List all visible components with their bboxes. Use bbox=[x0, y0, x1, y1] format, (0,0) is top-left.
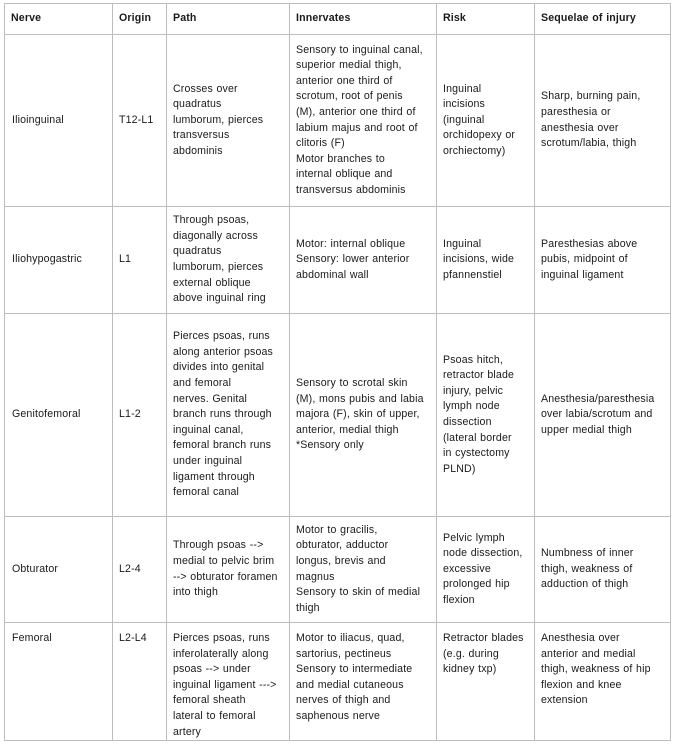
cell-origin: L2-L4 bbox=[113, 623, 167, 741]
cell-path: Pierces psoas, runs inferolaterally along psoas --> under inguinal ligament ---> femoral sheath lateral to femoral artery bbox=[167, 623, 290, 741]
header-risk: Risk bbox=[437, 4, 535, 35]
cell-risk: Inguinal incisions, wide pfannenstiel bbox=[437, 207, 535, 314]
cell-sequelae: Anesthesia/paresthesia over labia/scrotum and upper medial thigh bbox=[535, 314, 671, 517]
cell-innervates: Sensory to inguinal canal, superior medial thigh, anterior one third of scrotum, root of penis (M), anterior one third of labium majus and root of clitoris (F) Motor branches to internal oblique and transversus abdominis bbox=[290, 35, 437, 207]
cell-sequelae: Numbness of inner thigh, weakness of adduction of thigh bbox=[535, 517, 671, 623]
cell-origin: L1 bbox=[113, 207, 167, 314]
cell-path: Crosses over quadratus lumborum, pierces transversus abdominis bbox=[167, 35, 290, 207]
cell-sequelae: Sharp, burning pain, paresthesia or anesthesia over scrotum/labia, thigh bbox=[535, 35, 671, 207]
cell-risk: Pelvic lymph node dissection, excessive prolonged hip flexion bbox=[437, 517, 535, 623]
table-row bbox=[5, 314, 671, 517]
cell-path: Through psoas, diagonally across quadratus lumborum, pierces external oblique above inguinal ring bbox=[167, 207, 290, 314]
cell-path: Pierces psoas, runs along anterior psoas divides into genital and femoral nerves. Genital branch runs through inguinal canal, femoral branch runs under inguinal ligament through femoral canal bbox=[167, 314, 290, 517]
cell-origin: T12-L1 bbox=[113, 35, 167, 207]
cell-innervates: Sensory to scrotal skin (M), mons pubis and labia majora (F), skin of upper, anterior, medial thigh *Sensory only bbox=[290, 314, 437, 517]
table-row bbox=[5, 517, 671, 623]
header-nerve: Nerve bbox=[5, 4, 113, 35]
cell-risk: Inguinal incisions (inguinal orchidopexy or orchiectomy) bbox=[437, 35, 535, 207]
table-row bbox=[5, 207, 671, 314]
table-body bbox=[5, 35, 671, 741]
cell-risk: Psoas hitch, retractor blade injury, pelvic lymph node dissection (lateral border in cystectomy PLND) bbox=[437, 314, 535, 517]
cell-innervates: Motor to iliacus, quad, sartorius, pectineus Sensory to intermediate and medial cutaneous nerves of thigh and saphenous nerve bbox=[290, 623, 437, 741]
cell-path: Through psoas --> medial to pelvic brim --> obturator foramen into thigh bbox=[167, 517, 290, 623]
table-row bbox=[5, 35, 671, 207]
cell-nerve: Genitofemoral bbox=[5, 314, 113, 517]
cell-origin: L1-2 bbox=[113, 314, 167, 517]
header-sequelae: Sequelae of injury bbox=[535, 4, 671, 35]
header-path: Path bbox=[167, 4, 290, 35]
header-row bbox=[5, 4, 671, 35]
cell-sequelae: Paresthesias above pubis, midpoint of inguinal ligament bbox=[535, 207, 671, 314]
cell-nerve: Femoral bbox=[5, 623, 113, 741]
cell-nerve: Ilioinguinal bbox=[5, 35, 113, 207]
cell-origin: L2-4 bbox=[113, 517, 167, 623]
nerve-injury-table bbox=[4, 3, 671, 741]
table-row bbox=[5, 623, 671, 741]
cell-nerve: Iliohypogastric bbox=[5, 207, 113, 314]
cell-nerve: Obturator bbox=[5, 517, 113, 623]
cell-innervates: Motor to gracilis, obturator, adductor longus, brevis and magnus Sensory to skin of medial thigh bbox=[290, 517, 437, 623]
header-innervates: Innervates bbox=[290, 4, 437, 35]
header-origin: Origin bbox=[113, 4, 167, 35]
table-header bbox=[5, 4, 671, 35]
cell-sequelae: Anesthesia over anterior and medial thigh, weakness of hip flexion and knee extension bbox=[535, 623, 671, 741]
cell-innervates: Motor: internal oblique Sensory: lower anterior abdominal wall bbox=[290, 207, 437, 314]
cell-risk: Retractor blades (e.g. during kidney txp) bbox=[437, 623, 535, 741]
